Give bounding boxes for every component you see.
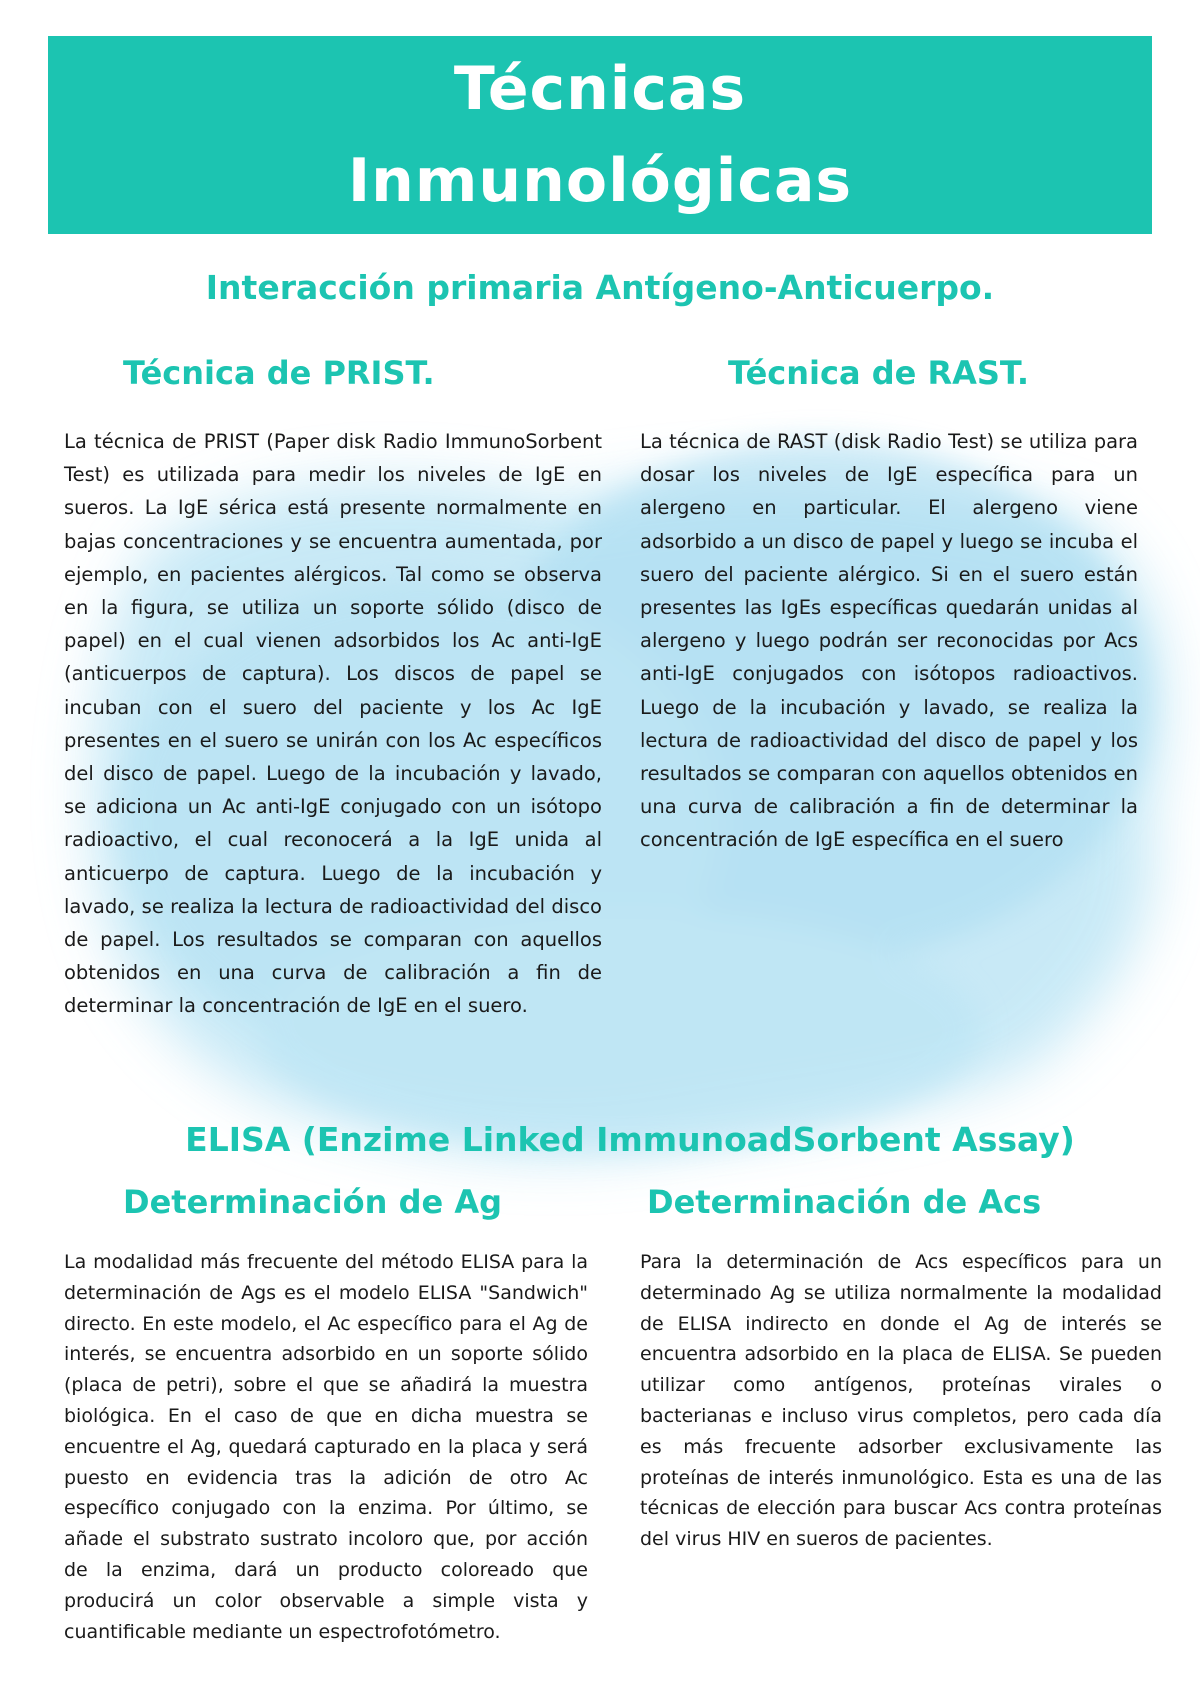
ag-heading: Determinación de Ag [123, 1183, 502, 1221]
title-line-2: Inmunológicas [347, 146, 853, 216]
prist-body: La técnica de PRIST (Paper disk Radio ImmunoSorbent Test) es utilizada para medir los niveles de IgE en sueros. La IgE sérica está presente normalmente en bajas concentraciones y se encuentra aumentada, por ejemplo, en pacientes alérgicos. Tal como se observa en la figura, se utiliza un soporte sólido (disco de papel) en el cual vienen adsorbidos los Ac anti-IgE (anticuerpos de captura). Los discos de papel se incuban con el suero del paciente y los Ac IgE presentes en el suero se unirán con los Ac específicos del disco de papel. Luego de la incubación y lavado, se adiciona un Ac anti-IgE conjugado con un isótopo radioactivo, el cual reconocerá a la IgE unida al anticuerpo de captura. Luego de la incubación y lavado, se realiza la lectura de radioactividad del disco de papel. Los resultados se comparan con aquellos obtenidos en una curva de calibración a fin de determinar la concentración de IgE en el suero. [64, 430, 602, 1018]
rast-body: La técnica de RAST (disk Radio Test) se utiliza para dosar los niveles de IgE específica para un alergeno en particular. El alergeno viene adsorbido a un disco de papel y luego se incuba el suero del paciente alérgico. Si en el suero están presentes las IgEs específicas quedarán unidas al alergeno y luego podrán ser reconocidas por Acs anti-IgE conjugados con isótopos radioactivos. Luego de la incubación y lavado, se realiza la lectura de radioactividad del disco de papel y los resultados se comparan con aquellos obtenidos en una curva de calibración a fin de determinar la concentración de IgE específica en el suero [640, 430, 1138, 852]
title-banner [48, 36, 1152, 234]
title-line-1: Técnicas [453, 54, 747, 124]
section2-heading: ELISA (Enzime Linked ImmunoadSorbent Assay) [185, 1120, 1075, 1159]
rast-heading: Técnica de RAST. [728, 354, 1030, 392]
acs-heading: Determinación de Acs [647, 1183, 1042, 1221]
ag-body: La modalidad más frecuente del método ELISA para la determinación de Ags es el modelo ELISA "Sandwich" directo. En este modelo, el Ac específico para el Ag de interés, se encuentra adsorbido en un soporte sólido (placa de petri), sobre el que se añadirá la muestra biológica. En el caso de que en dicha muestra se encuentre el Ag, quedará capturado en la placa y será puesto en evidencia tras la adición de otro Ac específico conjugado con la enzima. Por último, se añade el substrato sustrato incoloro que, por acción de la enzima, dará un producto coloreado que producirá un color observable a simple vista y cuantificable mediante un espectrofotómetro. [64, 1251, 588, 1643]
prist-heading: Técnica de PRIST. [123, 354, 435, 392]
acs-body: Para la determinación de Acs específicos para un determinado Ag se utiliza normalmente la modalidad de ELISA indirecto en donde el Ag de interés se encuentra adsorbido en la placa de ELISA. Se pueden utilizar como antígenos, proteínas virales o bacterianas e incluso virus completos, pero cada día es más frecuente adsorber exclusivamente las proteínas de interés inmunológico. Esta es una de las técnicas de elección para buscar Acs contra proteínas del virus HIV en sueros de pacientes. [640, 1251, 1162, 1551]
section1-heading: Interacción primaria Antígeno-Anticuerpo. [205, 268, 995, 307]
